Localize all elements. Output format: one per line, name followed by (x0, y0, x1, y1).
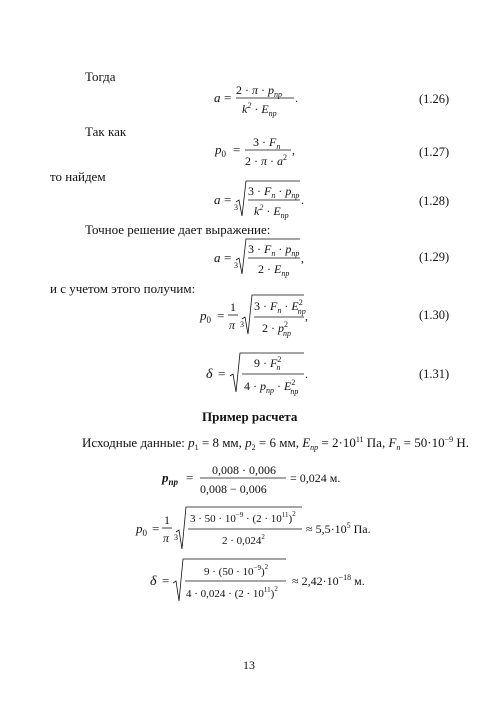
formula-1-31 (202, 350, 312, 396)
svg-text:,: , (305, 309, 308, 323)
formula-1-26 (200, 78, 310, 118)
svg-text:=: = (218, 366, 226, 381)
svg-text:δ: δ (206, 367, 213, 382)
input-data-line (82, 432, 469, 454)
svg-text:π: π (229, 318, 236, 332)
svg-text:3 · Fn · E2пр: $3 \cdot F_n \cdot E^2$ пр (254, 298, 306, 316)
svg-text:2 · 0,0242: $2 \cdot 0,024^2$ (222, 533, 265, 547)
text-togda: Тогда (85, 69, 116, 84)
equation-number: (1.28) (419, 194, 450, 208)
section-heading: Пример расчета (202, 409, 298, 424)
svg-text:,: , (301, 251, 304, 265)
page-number: 13 (243, 658, 255, 672)
text-exact-solution: Точное решение дает выражение: (85, 222, 271, 237)
svg-text:1: 1 (230, 300, 236, 314)
svg-text:3 · Fn · pпр: $3 \cdot F_n \cdot p_{пр}$ (248, 184, 300, 200)
svg-text:=: = (224, 250, 232, 265)
formula-1-28 (200, 178, 310, 222)
svg-text:2 · Eпр: $2 \cdot E_{пр}$ (258, 262, 290, 278)
svg-text:.: . (295, 91, 298, 105)
svg-text:.: . (305, 367, 308, 381)
svg-text:3 · Fn: $3 \cdot F_n$ (253, 135, 281, 151)
formula-1-30 (196, 291, 311, 339)
svg-text:4 · 0,024 · (2 · 1011)2: $4 \cdot 0,024 \cdot (2 \cdot 10^{11})^2$ (186, 585, 278, 600)
svg-text:p0: $p_0$ (200, 308, 211, 325)
svg-text:.: . (301, 193, 304, 207)
svg-text:1: 1 (164, 513, 170, 527)
svg-text:≈ 5,5·105 Па.: ≈ $5,5\cdot 10^5$ Па. (306, 521, 371, 536)
svg-text:k2 · Eпр: $k^2 \cdot E_{пр}$ (254, 203, 289, 220)
svg-text:=: = (224, 192, 232, 207)
equation-number: (1.27) (419, 145, 450, 159)
svg-text:0,008 − 0,006: 0,008 − 0,006 (200, 482, 267, 496)
svg-text:3 · Fn · pпр: $3 \cdot F_n \cdot p_{пр}$ (248, 242, 300, 258)
svg-text:p0: $p_0$ (215, 142, 226, 159)
text-s-uchetom: и с учетом этого получим: (50, 281, 196, 296)
calc-delta (146, 555, 396, 607)
text-tak-kak: Так как (85, 124, 127, 139)
equation-number: (1.26) (419, 92, 450, 106)
calc-p0 (132, 503, 382, 555)
svg-text:2 · π · a2: $2 \cdot \pi \cdot a^2$ (245, 153, 288, 168)
equation-number: (1.30) (419, 308, 450, 322)
svg-text:≈ 2,42·10−18 м.: ≈ $2,42\cdot 10^{-18}$ м. (292, 573, 365, 588)
svg-text:=: = (186, 470, 194, 485)
svg-text:3: 3 (174, 533, 178, 542)
svg-text:pпр: $p_{пр}$ (162, 470, 179, 487)
svg-text:=: = (233, 142, 241, 157)
calc-p-pr (162, 458, 342, 498)
text-to-naydem: то найдем (50, 169, 106, 184)
svg-text:2 · π · pпр: $2 \cdot \pi \cdot p_{пр}$ (236, 83, 283, 99)
svg-text:9 · F2n: $9 \cdot F^2$ n (254, 355, 282, 372)
svg-text:=: = (152, 521, 160, 536)
svg-text:π: π (163, 531, 170, 545)
svg-text:3 · 50 · 10−9 · (2 · 1011)2: $3 \cdot 50 \cdot 10^{-9} \cdot (2 \cdot 10^{11})^2$ (190, 510, 296, 525)
svg-text:k2 · Eпр: $k^2 \cdot E_{пр}$ (242, 101, 277, 118)
formula-1-27 (205, 130, 305, 170)
svg-text:=: = (162, 573, 170, 588)
svg-text:3: 3 (234, 203, 238, 212)
svg-text:4 · pпр · E2пр: $4 \cdot p_{пр} \cdot E^2$ пр (244, 378, 299, 396)
svg-text:2 · p2пр: $2 \cdot p^2$ пр (262, 320, 291, 338)
formula-1-29 (200, 236, 310, 280)
svg-text:=: = (224, 90, 232, 105)
svg-text:=: = (217, 308, 225, 323)
svg-text:3: 3 (240, 320, 244, 329)
svg-text:,: , (292, 143, 295, 157)
svg-text:3: 3 (234, 261, 238, 270)
svg-text:Исходные данные: p1 = 8 мм, p2: Исходные данные: $p_1 = 8$ мм, $p_2 = 6$ мм, $E_{пр} = 2\cdot 10^{11}$ Па, $F_n = 50\cdot 10^{-9}$ Н. (82, 435, 469, 452)
equation-number: (1.31) (419, 367, 450, 381)
svg-text:= 0,024 м.: = 0,024 м. (290, 471, 341, 485)
svg-text:a: a (214, 192, 221, 207)
svg-text:p0: $p_0$ (136, 521, 147, 538)
svg-text:a: a (214, 250, 221, 265)
equation-number: (1.29) (419, 250, 450, 264)
svg-text:0,008 · 0,006: 0,008 · 0,006 (212, 463, 276, 477)
svg-text:9 · (50 · 10−9)2: $9 \cdot (50 \cdot 10^{-9})^2$ (204, 563, 269, 578)
svg-text:a: a (214, 90, 221, 105)
svg-text:δ: δ (150, 574, 157, 589)
